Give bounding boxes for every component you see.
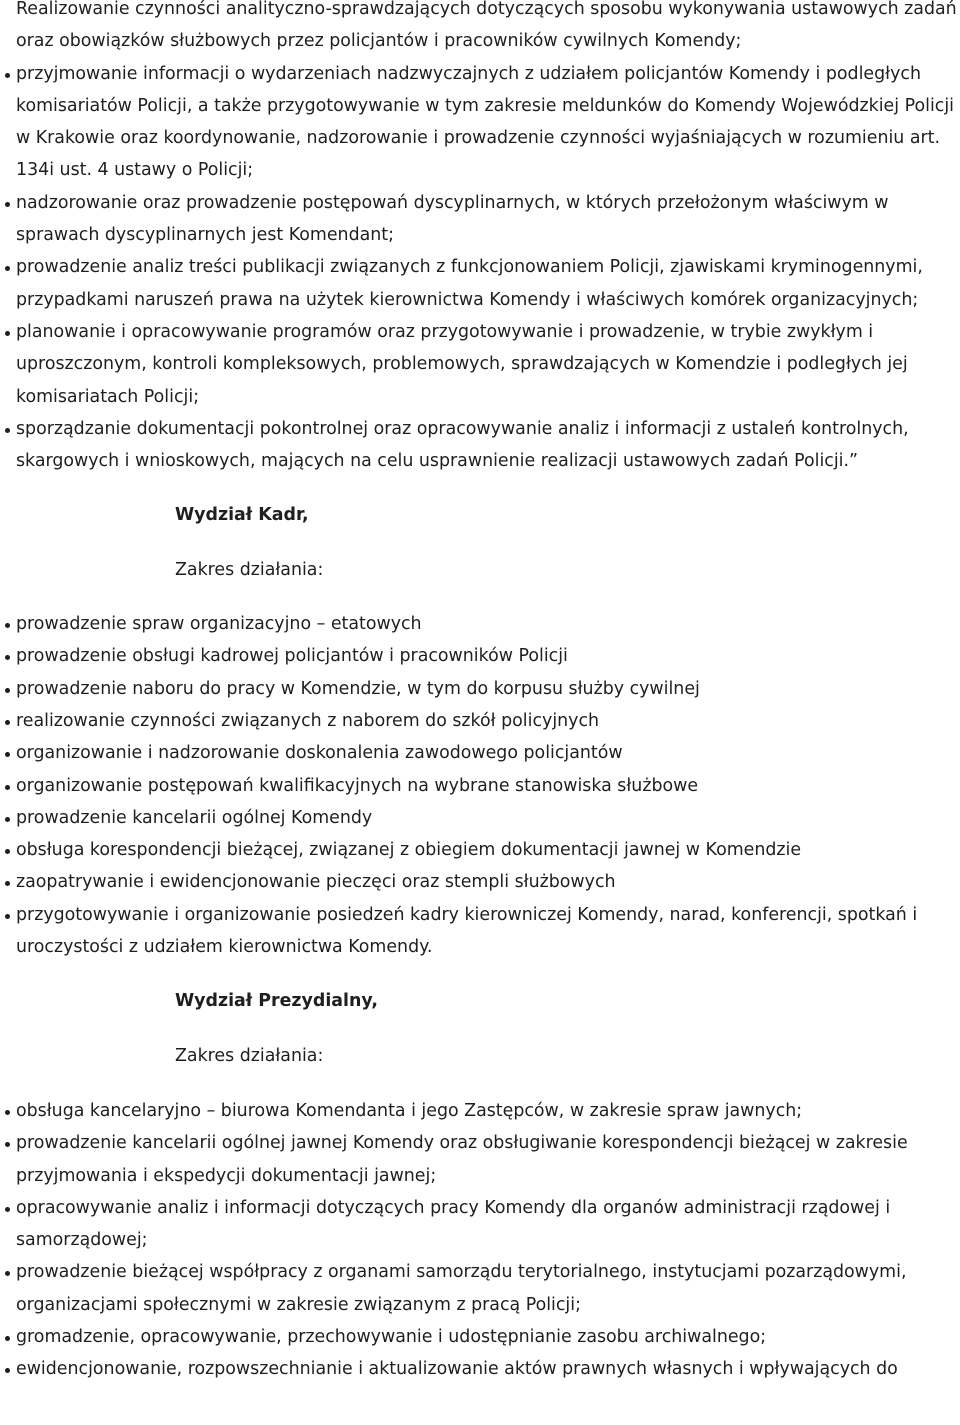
list-item: opracowywanie analiz i informacji dotyczących pracy Komendy dla organów administracji rządowej i samorządowej; (16, 1192, 960, 1257)
list-item: prowadzenie kancelarii ogólnej Komendy (16, 802, 960, 834)
list-item: nadzorowanie oraz prowadzenie postępowań dyscyplinarnych, w których przełożonym właściwym w sprawach dyscyplinarnych jest Komendant; (16, 187, 960, 252)
list-item: przygotowywanie i organizowanie posiedzeń kadry kierowniczej Komendy, narad, konferencji, spotkań i uroczystości z udziałem kierownictwa Komendy. (16, 899, 960, 964)
list-item: prowadzenie spraw organizacyjno – etatowych (16, 608, 960, 640)
list-item: realizowanie czynności związanych z naborem do szkół policyjnych (16, 705, 960, 737)
list-item: prowadzenie analiz treści publikacji związanych z funkcjonowaniem Policji, zjawiskami kryminogennymi, przypadkami naruszeń prawa na użytek kierownictwa Komendy i właściwych komórek organizacyjnych; (16, 251, 960, 316)
tasks-list (0, 58, 960, 478)
section-heading-prezydialny: Wydział Prezydialny, (175, 991, 378, 1012)
list-item: prowadzenie bieżącej współpracy z organami samorządu terytorialnego, instytucjami pozarządowymi, organizacjami społecznymi w zakresie związanym z pracą Policji; (16, 1256, 960, 1321)
list-item: organizowanie postępowań kwalifikacyjnych na wybrane stanowiska służbowe (16, 770, 960, 802)
list-item: zaopatrywanie i ewidencjonowanie pieczęci oraz stempli służbowych (16, 866, 960, 898)
list-item: obsługa korespondencji bieżącej, związanej z obiegiem dokumentacji jawnej w Komendzie (16, 834, 960, 866)
section-subheading-kadr: Zakres działania: (175, 559, 324, 580)
list-item: organizowanie i nadzorowanie doskonalenia zawodowego policjantów (16, 737, 960, 769)
list-item: gromadzenie, opracowywanie, przechowywanie i udostępnianie zasobu archiwalnego; (16, 1321, 960, 1353)
list-item: sporządzanie dokumentacji pokontrolnej oraz opracowywanie analiz i informacji z ustaleń kontrolnych, skargowych i wnioskowych, mających na celu usprawnienie realizacji ustawowych zadań Policji.” (16, 413, 960, 478)
section-heading-kadr: Wydział Kadr, (175, 505, 309, 526)
spacer (0, 586, 960, 608)
spacer (0, 1072, 960, 1095)
list-item: prowadzenie kancelarii ogólnej jawnej Komendy oraz obsługiwanie korespondencji bieżącej w zakresie przyjmowania i ekspedycji dokumentacji jawnej; (16, 1127, 960, 1192)
kadr-scope-list (0, 608, 960, 963)
list-item: ewidencjonowanie, rozpowszechnianie i aktualizowanie aktów prawnych własnych i wpływających do (16, 1353, 960, 1385)
spacer (0, 1018, 960, 1040)
list-item: przyjmowanie informacji o wydarzeniach nadzwyczajnych z udziałem policjantów Komendy i podległych komisariatów Policji, a także przygotowywanie w tym zakresie meldunków do Komendy Wojewódzkiej Policji w Krakowie oraz koordynowanie, nadzorowanie i prowadzenie czynności wyjaśniających w rozumieniu art. 134i ust. 4 ustawy o Policji; (16, 58, 960, 187)
spacer (0, 963, 960, 985)
list-item: prowadzenie naboru do pracy w Komendzie, w tym do korpusu służby cywilnej (16, 673, 960, 705)
spacer (0, 532, 960, 554)
list-item: planowanie i opracowywanie programów oraz przygotowywanie i prowadzenie, w trybie zwykłym i uproszczonym, kontroli kompleksowych, problemowych, sprawdzających w Komendzie i podległych jej komisariatach Policji; (16, 316, 960, 413)
list-item: prowadzenie obsługi kadrowej policjantów i pracowników Policji (16, 640, 960, 672)
intro-paragraph: Realizowanie czynności analityczno-sprawdzających dotyczących sposobu wykonywania ustawowych zadań oraz obowiązków służbowych przez policjantów i pracowników cywilnych Komendy; (16, 0, 957, 52)
spacer (0, 477, 960, 499)
section-subheading-prezydialny: Zakres działania: (175, 1045, 324, 1066)
prezydialny-scope-list (0, 1095, 960, 1386)
list-item: obsługa kancelaryjno – biurowa Komendanta i jego Zastępców, w zakresie spraw jawnych; (16, 1095, 960, 1127)
